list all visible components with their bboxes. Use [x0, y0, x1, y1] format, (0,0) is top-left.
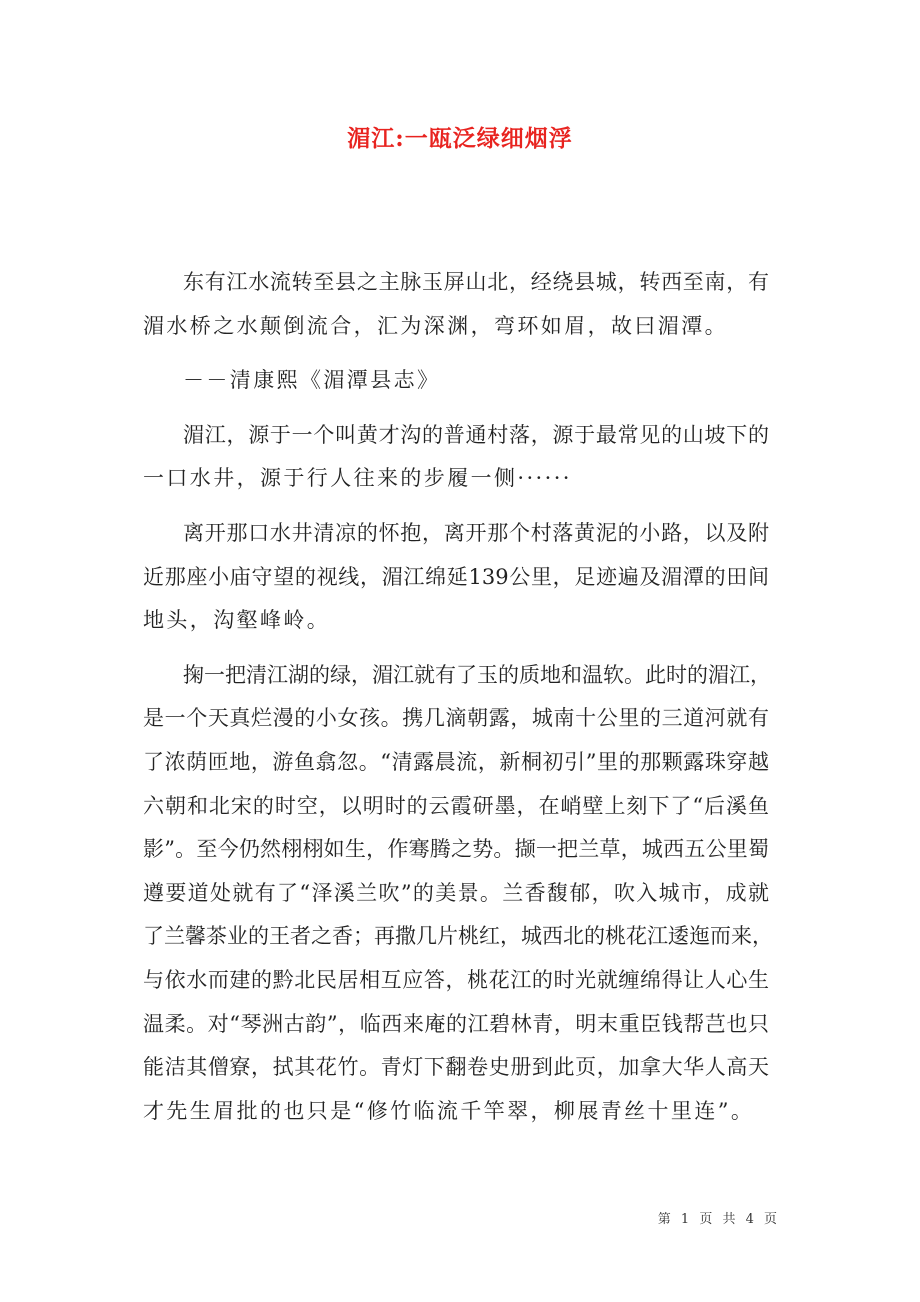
- text-line: 湄江，源于一个叫黄才沟的普通村落，源于最常见的山坡下的: [183, 422, 769, 447]
- text-line: 与依水而建的黔北民居相互应答，桃花江的时光就缠绵得让人心生: [143, 967, 769, 992]
- paragraph: [143, 658, 773, 1138]
- text-line: 一口水井，源于行人往来的步履一侧······: [143, 466, 572, 491]
- document-body: [143, 265, 773, 1148]
- text-line: 才先生眉批的也只是“修竹临流千竿翠，柳展青丝十里连”。: [143, 1098, 755, 1123]
- text-line: 六朝和北宋的时空，以明时的云霞研墨，在峭壁上刻下了“后溪鱼: [143, 793, 769, 818]
- text-line: 影”。至今仍然栩栩如生，作骞腾之势。撷一把兰草，城西五公里蜀: [143, 837, 769, 862]
- text-line: 温柔。对“琴洲古韵”，临西来庵的江碧林青，明末重臣钱帮芑也只: [143, 1011, 769, 1036]
- text-line: 是一个天真烂漫的小女孩。携几滴朝露，城南十公里的三道河就有: [143, 706, 769, 731]
- page-number: 第 1 页 共 4 页: [657, 1212, 780, 1227]
- text-line: 了浓荫匝地，游鱼翕忽。“清露晨流，新桐初引”里的那颗露珠穿越: [143, 749, 769, 774]
- paragraph: [143, 516, 769, 647]
- text-line: －－清康熙《湄潭县志》: [183, 368, 441, 393]
- text-line: 近那座小庙守望的视线，湄江绵延139公里，足迹遍及湄潭的田间: [143, 564, 769, 589]
- paragraph: [143, 363, 769, 407]
- text-line: 湄水桥之水颠倒流合，汇为深渊，弯环如眉，故曰湄潭。: [143, 313, 728, 338]
- document-title: 湄江:一瓯泛绿细烟浮: [347, 125, 573, 152]
- text-line: 能洁其僧寮，拭其花竹。青灯下翻卷史册到此页，加拿大华人高天: [143, 1055, 769, 1080]
- paragraph: [143, 418, 769, 505]
- paragraph: [143, 265, 769, 352]
- text-line: 离开那口水井清凉的怀抱，离开那个村落黄泥的小路，以及附: [183, 520, 769, 545]
- text-line: 了兰馨茶业的王者之香；再撒几片桃红，城西北的桃花江逶迤而来，: [143, 924, 773, 949]
- text-line: 东有江水流转至县之主脉玉屏山北，经绕县城，转西至南，有: [183, 270, 769, 294]
- text-line: 遵要道处就有了“泽溪兰吹”的美景。兰香馥郁，吹入城市，成就: [143, 880, 769, 905]
- text-line: 地头，沟壑峰岭。: [143, 608, 331, 633]
- text-line: 掬一把清江湖的绿，湄江就有了玉的质地和温软。此时的湄江，: [183, 662, 771, 687]
